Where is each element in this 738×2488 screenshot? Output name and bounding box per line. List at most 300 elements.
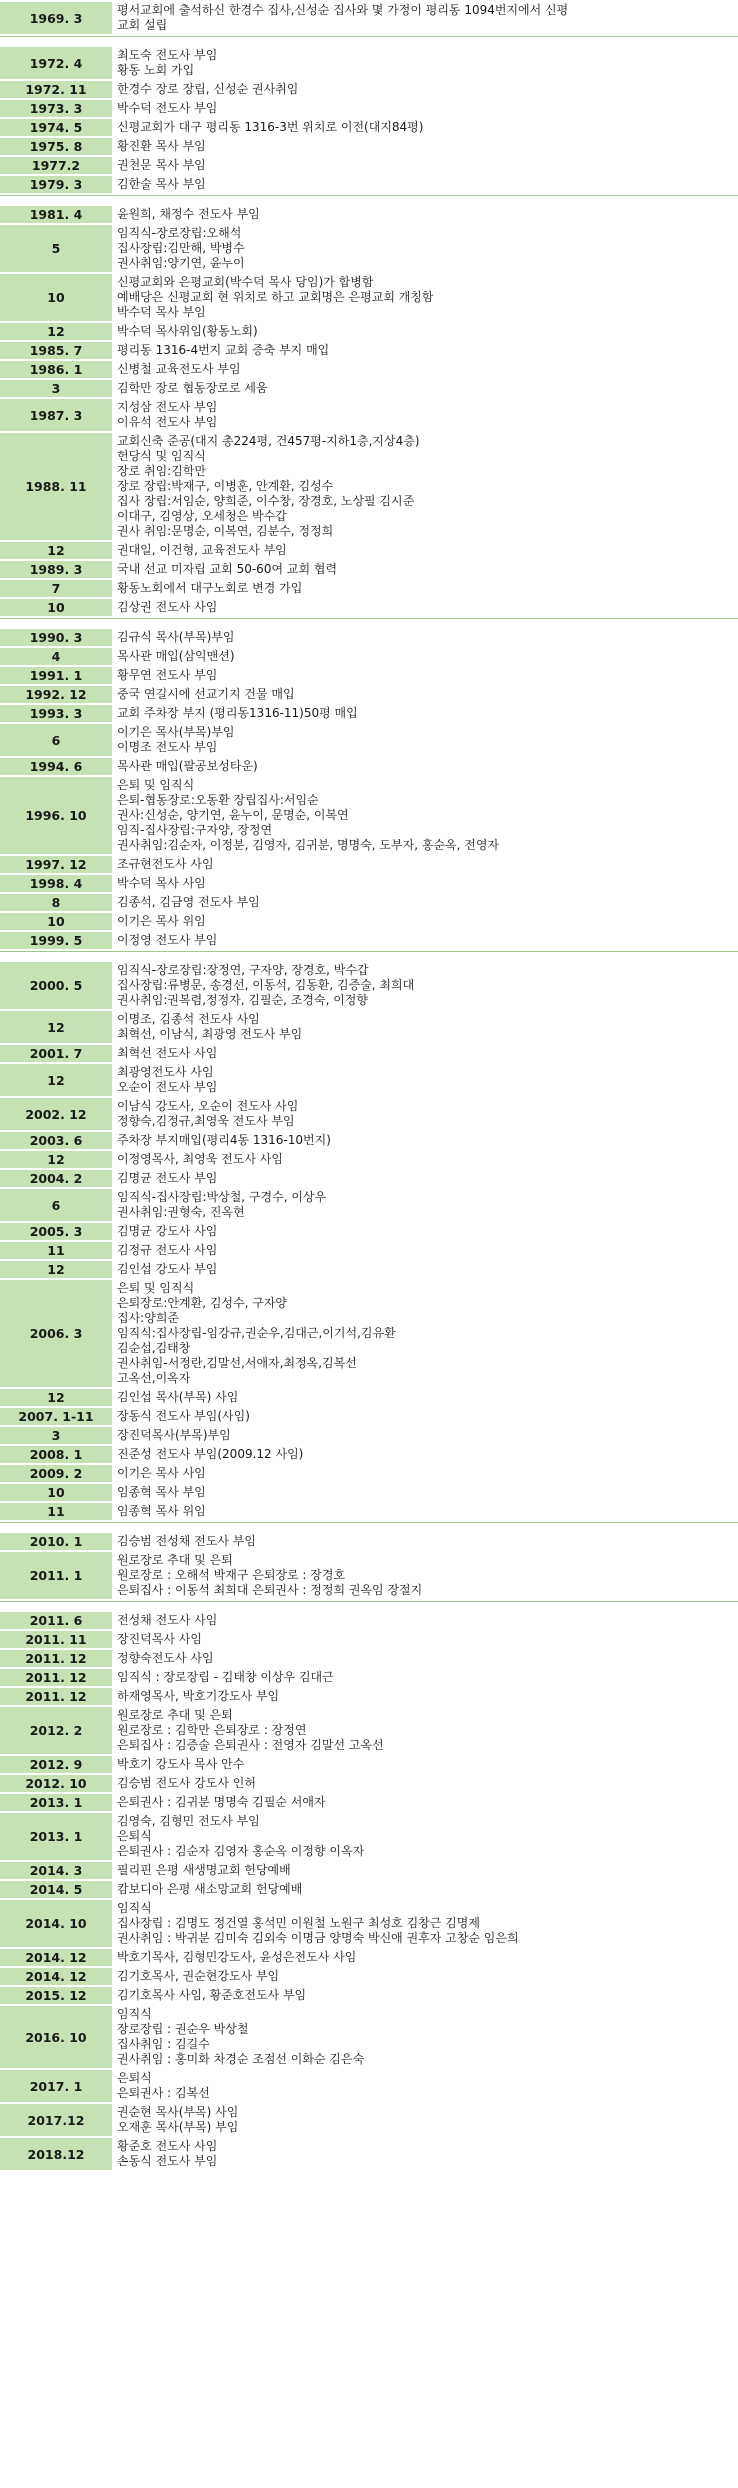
event-cell [112,81,738,98]
date-cell: 6 [0,724,112,756]
event-line: 손동식 전도사 부임 [117,2154,218,2168]
event-line: 장진덕목사(부목)부임 [117,1428,231,1442]
date-cell: 2017.12 [0,2104,112,2136]
event-cell [112,361,738,378]
date-cell: 1973. 3 [0,100,112,117]
event-line: 조규현전도사 사임 [117,857,214,871]
event-line: 김기호목사, 권순현강도사 부임 [117,1969,280,1983]
event-line: 은퇴권사 : 김순자 김영자 홍순옥 이정향 이옥자 [117,1844,365,1858]
event-cell [112,648,738,665]
table-row [0,2,738,34]
event-line: 신평교회가 대구 평리동 1316-3번 위치로 이전(대지84평) [117,120,424,134]
table-row [0,894,738,911]
section-divider-cell [0,36,738,45]
event-cell [112,47,738,79]
date-cell: 2011. 12 [0,1688,112,1705]
event-line: 장진덕목사 사임 [117,1632,202,1646]
event-line: 김승범 전도사 강도사 인허 [117,1776,256,1790]
table-row [0,856,738,873]
date-cell: 2013. 1 [0,1794,112,1811]
event-cell [112,1552,738,1599]
event-line: 박수덕 전도사 부임 [117,101,218,115]
event-cell [112,176,738,193]
event-line: 박호기목사, 김형민강도사, 윤성은전도사 사임 [117,1950,357,1964]
table-row [0,1688,738,1705]
table-row [0,1794,738,1811]
event-line: 지성삼 전도사 부임 [117,400,218,414]
event-line: 권사취임-서정란,김말선,서애자,최정옥,김복선 [117,1356,357,1370]
event-line: 최혁선 전도사 사임 [117,1046,218,1060]
table-row [0,274,738,321]
event-line: 최혁선, 이남식, 최광영 전도사 부임 [117,1027,303,1041]
event-line: 오재훈 목사(부목) 부임 [117,2120,239,2134]
table-row [0,2104,738,2136]
event-line: 평서교회에 출석하신 한경수 집사,신성순 집사와 몇 가정이 평리동 1094번지에서 신평 [117,3,569,17]
table-row [0,1707,738,1754]
event-cell [112,157,738,174]
event-cell [112,913,738,930]
event-cell [112,561,738,578]
table-row [0,1427,738,1444]
section-divider-cell [0,1522,738,1531]
date-cell: 2011. 11 [0,1631,112,1648]
event-cell [112,2138,738,2170]
date-cell: 1994. 6 [0,758,112,775]
date-cell: 2018.12 [0,2138,112,2170]
event-line: 집사장립:류병문, 송경선, 이동석, 김동환, 김증술, 최희대 [117,978,415,992]
event-line: 권사취임:양기연, 윤누이 [117,256,245,270]
event-cell [112,1794,738,1811]
event-line: 은퇴-협동장로:오동환 장립집사:서임순 [117,793,319,807]
event-cell [112,1669,738,1686]
event-line: 한경수 장로 장립, 신성순 권사취임 [117,82,299,96]
table-row [0,962,738,1009]
event-line: 이기은 목사(부목)부임 [117,725,235,739]
date-cell: 2014. 10 [0,1900,112,1947]
event-line: 고옥선,이옥자 [117,1371,191,1385]
event-cell [112,580,738,597]
table-row [0,342,738,359]
table-row [0,100,738,117]
table-row [0,724,738,756]
section-divider [0,1601,738,1610]
section-divider [0,618,738,627]
date-cell: 1972. 4 [0,47,112,79]
table-row [0,686,738,703]
table-row [0,1151,738,1168]
event-cell [112,2006,738,2068]
date-cell: 7 [0,580,112,597]
event-cell [112,1631,738,1648]
date-cell: 8 [0,894,112,911]
event-line: 정향숙전도사 사임 [117,1651,214,1665]
table-row [0,1011,738,1043]
event-cell [112,2104,738,2136]
date-cell: 1988. 11 [0,433,112,540]
event-cell [112,1775,738,1792]
section-divider-cell [0,618,738,627]
date-cell: 2005. 3 [0,1223,112,1240]
event-cell [112,1151,738,1168]
table-row [0,932,738,949]
event-line: 김학만 장로 협동장로로 세움 [117,381,268,395]
event-line: 임직식 : 장로장립 - 김태창 이상우 김대근 [117,1670,334,1684]
event-line: 임직식:집사장립-임강규,권순우,김대근,이기석,김유환 [117,1326,396,1340]
date-cell: 1991. 1 [0,667,112,684]
event-cell [112,1132,738,1149]
table-row [0,629,738,646]
date-cell: 2008. 1 [0,1446,112,1463]
date-cell: 1990. 3 [0,629,112,646]
event-line: 교회 설립 [117,18,168,32]
date-cell: 11 [0,1503,112,1520]
date-cell: 12 [0,1389,112,1406]
event-cell [112,599,738,616]
event-cell [112,1011,738,1043]
date-cell: 1985. 7 [0,342,112,359]
date-cell: 2001. 7 [0,1045,112,1062]
table-row [0,1900,738,1947]
event-cell [112,1756,738,1773]
event-line: 원로장로 추대 및 은퇴 [117,1553,233,1567]
event-cell [112,2,738,34]
event-line: 임직식-장로장립:오해석 [117,226,242,240]
event-line: 원로장로 : 오해석 박재구 은퇴장로 : 장경호 [117,1568,346,1582]
table-row [0,1881,738,1898]
table-row [0,206,738,223]
event-line: 임직식 [117,1901,152,1915]
event-cell [112,629,738,646]
event-line: 김상권 전도사 사임 [117,600,218,614]
section-divider-cell [0,1601,738,1610]
table-row [0,1242,738,1259]
table-row [0,913,738,930]
event-line: 하재영목사, 박호기강도사 부임 [117,1689,280,1703]
table-row [0,1987,738,2004]
date-cell: 2015. 12 [0,1987,112,2004]
event-line: 임직식-장로장립:장정연, 구자양, 장경호, 박수갑 [117,963,369,977]
date-cell: 12 [0,1151,112,1168]
table-row [0,47,738,79]
event-line: 김명균 전도사 부임 [117,1171,218,1185]
date-cell: 1992. 12 [0,686,112,703]
event-line: 김규식 목사(부목)부임 [117,630,235,644]
table-row [0,705,738,722]
event-line: 박호기 강도사 목사 안수 [117,1757,245,1771]
event-line: 권사 취임:문명순, 이복연, 김분수, 정정희 [117,524,334,538]
event-line: 황진환 목사 부임 [117,139,206,153]
date-cell: 2011. 12 [0,1650,112,1667]
event-line: 주차장 부지매입(평리4동 1316-10번지) [117,1133,331,1147]
date-cell: 2006. 3 [0,1280,112,1387]
event-cell [112,962,738,1009]
event-line: 정향숙,김정규,최영욱 전도사 부임 [117,1114,295,1128]
date-cell: 1999. 5 [0,932,112,949]
event-line: 김승범 전성채 전도사 부임 [117,1534,256,1548]
event-line: 김종석, 김금영 전도사 부임 [117,895,260,909]
event-line: 은퇴식 [117,1829,152,1843]
event-line: 권대일, 이건형, 교육전도사 부임 [117,543,287,557]
table-row [0,138,738,155]
date-cell: 2016. 10 [0,2006,112,2068]
date-cell: 1993. 3 [0,705,112,722]
event-line: 권사취임:권복렴,정정자, 김필순, 조경숙, 이정향 [117,993,368,1007]
event-line: 권순현 목사(부목) 사임 [117,2105,239,2119]
event-line: 은퇴 및 임직식 [117,1281,195,1295]
event-line: 집사:양희준 [117,1311,180,1325]
event-line: 이대구, 김영상, 오세청은 박수갑 [117,509,287,523]
event-line: 전성채 전도사 사임 [117,1613,218,1627]
event-cell [112,323,738,340]
table-row [0,1775,738,1792]
event-line: 이기은 목사 사임 [117,1466,206,1480]
event-cell [112,875,738,892]
event-line: 은퇴식 [117,2071,152,2085]
event-cell [112,758,738,775]
date-cell: 2014. 12 [0,1968,112,1985]
event-line: 박수덕 목사위임(황동노회) [117,324,258,338]
date-cell: 2011. 6 [0,1612,112,1629]
event-line: 헌당식 및 임직식 [117,449,206,463]
date-cell: 3 [0,380,112,397]
event-line: 장동식 전도사 부임(사임) [117,1409,250,1423]
date-cell: 4 [0,648,112,665]
table-row [0,323,738,340]
date-cell: 6 [0,1189,112,1221]
date-cell: 1986. 1 [0,361,112,378]
event-line: 김영숙, 김형민 전도사 부임 [117,1814,260,1828]
date-cell: 1975. 8 [0,138,112,155]
date-cell: 12 [0,1064,112,1096]
event-cell [112,1189,738,1221]
event-line: 집사취임 : 김길수 [117,2037,210,2051]
date-cell: 1987. 3 [0,399,112,431]
table-row [0,119,738,136]
date-cell: 1969. 3 [0,2,112,34]
date-cell: 12 [0,1261,112,1278]
date-cell: 2003. 6 [0,1132,112,1149]
event-line: 권사취임:김순자, 이정분, 김영자, 김귀분, 명명숙, 도부자, 홍순옥, 전영자 [117,838,500,852]
event-line: 장로 취임:김학만 [117,464,207,478]
event-cell [112,1612,738,1629]
event-cell [112,777,738,854]
date-cell: 10 [0,599,112,616]
event-line: 이유석 전도사 부임 [117,415,218,429]
event-cell [112,433,738,540]
section-divider [0,36,738,45]
section-divider-cell [0,951,738,960]
event-cell [112,1389,738,1406]
date-cell: 1998. 4 [0,875,112,892]
event-line: 은퇴집사 : 김증술 은퇴권사 : 전영자 김말선 고옥선 [117,1738,384,1752]
table-row [0,1132,738,1149]
table-row [0,1408,738,1425]
event-cell [112,1813,738,1860]
event-line: 국내 선교 미자립 교회 50-60여 교회 협력 [117,562,338,576]
event-line: 은퇴집사 : 이동석 최희대 은퇴권사 : 정정희 권옥임 장절지 [117,1583,423,1597]
event-cell [112,1968,738,1985]
section-divider [0,1522,738,1531]
date-cell: 2009. 2 [0,1465,112,1482]
table-row [0,380,738,397]
event-line: 이명조, 김종석 전도사 사임 [117,1012,260,1026]
event-cell [112,1261,738,1278]
event-cell [112,225,738,272]
event-line: 임직식-집사장립:박상철, 구경수, 이상우 [117,1190,327,1204]
table-row [0,1280,738,1387]
event-line: 교회신축 준공(대지 총224평, 건457평-지하1층,지상4층) [117,434,420,448]
event-line: 권사취임 : 홍미화 차경순 조점선 이화순 김은숙 [117,2052,365,2066]
date-cell: 2000. 5 [0,962,112,1009]
date-cell: 2012. 9 [0,1756,112,1773]
event-line: 황준호 전도사 사임 [117,2139,218,2153]
date-cell: 2007. 1-11 [0,1408,112,1425]
table-row [0,1862,738,1879]
event-cell [112,932,738,949]
event-line: 목사관 매입(삼익맨션) [117,649,235,663]
event-line: 목사관 매입(팔공보성타운) [117,759,258,773]
table-row [0,580,738,597]
event-cell [112,1949,738,1966]
event-cell [112,1170,738,1187]
event-cell [112,1900,738,1947]
event-cell [112,2070,738,2102]
table-row [0,2138,738,2170]
table-row [0,1189,738,1221]
date-cell: 2010. 1 [0,1533,112,1550]
event-line: 이명조 전도사 부임 [117,740,218,754]
event-line: 오순이 전도사 부임 [117,1080,218,1094]
event-cell [112,1533,738,1550]
event-line: 장로장립 : 권순우 박상철 [117,2022,249,2036]
table-row [0,361,738,378]
event-cell [112,399,738,431]
event-line: 최도숙 전도사 부임 [117,48,218,62]
table-row [0,157,738,174]
event-cell [112,380,738,397]
date-cell: 12 [0,323,112,340]
event-cell [112,856,738,873]
table-row [0,1533,738,1550]
event-cell [112,1045,738,1062]
event-line: 집사장립 : 김명도 정건열 홍석민 이원철 노원구 최성호 김창근 김명제 [117,1916,480,1930]
table-row [0,1045,738,1062]
event-line: 김인섭 목사(부목) 사임 [117,1390,239,1404]
table-row [0,1170,738,1187]
table-row [0,1650,738,1667]
event-line: 신평교회와 은평교회(박수덕 목사 당임)가 합병함 [117,275,374,289]
event-line: 교회 주차장 부지 (평리동1316-11)50평 매입 [117,706,358,720]
table-row [0,1503,738,1520]
table-row [0,1756,738,1773]
table-row [0,1631,738,1648]
event-line: 이정영 전도사 부임 [117,933,218,947]
event-line: 황무연 전도사 부임 [117,668,218,682]
table-row [0,2006,738,2068]
event-cell [112,138,738,155]
table-row [0,875,738,892]
event-line: 캄보디아 은평 새소망교회 헌당예배 [117,1882,303,1896]
date-cell: 2011. 12 [0,1669,112,1686]
event-cell [112,1484,738,1501]
table-row [0,176,738,193]
date-cell: 2017. 1 [0,2070,112,2102]
date-cell: 1997. 12 [0,856,112,873]
event-line: 집사장립:김만해, 박병수 [117,241,245,255]
table-row [0,433,738,540]
date-cell: 2012. 2 [0,1707,112,1754]
table-row [0,1813,738,1860]
table-row [0,1389,738,1406]
table-row [0,648,738,665]
event-line: 김인섭 강도사 부임 [117,1262,218,1276]
event-line: 필리핀 은평 새생명교회 헌당예배 [117,1863,291,1877]
table-row [0,1223,738,1240]
event-cell [112,705,738,722]
event-line: 이정영목사, 최영욱 전도사 사임 [117,1152,283,1166]
date-cell: 12 [0,1011,112,1043]
event-cell [112,1427,738,1444]
event-line: 최광영전도사 사임 [117,1065,214,1079]
event-cell [112,100,738,117]
event-line: 권사취임 : 박귀분 김미숙 김외숙 이명금 양명숙 박신애 권후자 고창순 임은희 [117,1931,519,1945]
event-cell [112,206,738,223]
event-cell [112,1707,738,1754]
date-cell: 11 [0,1242,112,1259]
event-cell [112,342,738,359]
table-row [0,777,738,854]
table-row [0,1552,738,1599]
event-line: 권사취임:권형숙, 진옥현 [117,1205,245,1219]
date-cell: 2014. 12 [0,1949,112,1966]
table-row [0,1261,738,1278]
event-line: 김기호목사 사임, 황준호전도사 부임 [117,1988,307,2002]
event-cell [112,1280,738,1387]
event-cell [112,1465,738,1482]
event-cell [112,119,738,136]
event-line: 황동노회에서 대구노회로 변경 가입 [117,581,303,595]
history-table-body [0,2,738,2170]
table-row [0,1484,738,1501]
event-line: 이남식 강도사, 오순이 전도사 사임 [117,1099,299,1113]
date-cell: 1974. 5 [0,119,112,136]
table-row [0,1669,738,1686]
event-line: 평리동 1316-4번지 교회 증축 부지 매입 [117,343,330,357]
date-cell: 1977.2 [0,157,112,174]
table-row [0,1612,738,1629]
date-cell: 1989. 3 [0,561,112,578]
event-cell [112,1503,738,1520]
event-cell [112,1650,738,1667]
date-cell: 2014. 3 [0,1862,112,1879]
table-row [0,542,738,559]
event-cell [112,894,738,911]
event-line: 신병철 교육전도사 부임 [117,362,241,376]
table-row [0,399,738,431]
event-line: 김한술 목사 부임 [117,177,206,191]
date-cell: 10 [0,1484,112,1501]
event-line: 황동 노회 가입 [117,63,195,77]
event-line: 김순섭,김태창 [117,1341,191,1355]
event-line: 예배당은 신평교회 현 위치로 하고 교회명은 은평교회 개칭함 [117,290,434,304]
section-divider [0,951,738,960]
date-cell: 2002. 12 [0,1098,112,1130]
date-cell: 2011. 1 [0,1552,112,1599]
event-line: 은퇴권사 : 김귀분 명명숙 김필순 서애자 [117,1795,326,1809]
event-line: 임종혁 목사 위임 [117,1504,206,1518]
event-line: 은퇴장로:안계환, 김성수, 구자양 [117,1296,287,1310]
date-cell: 5 [0,225,112,272]
